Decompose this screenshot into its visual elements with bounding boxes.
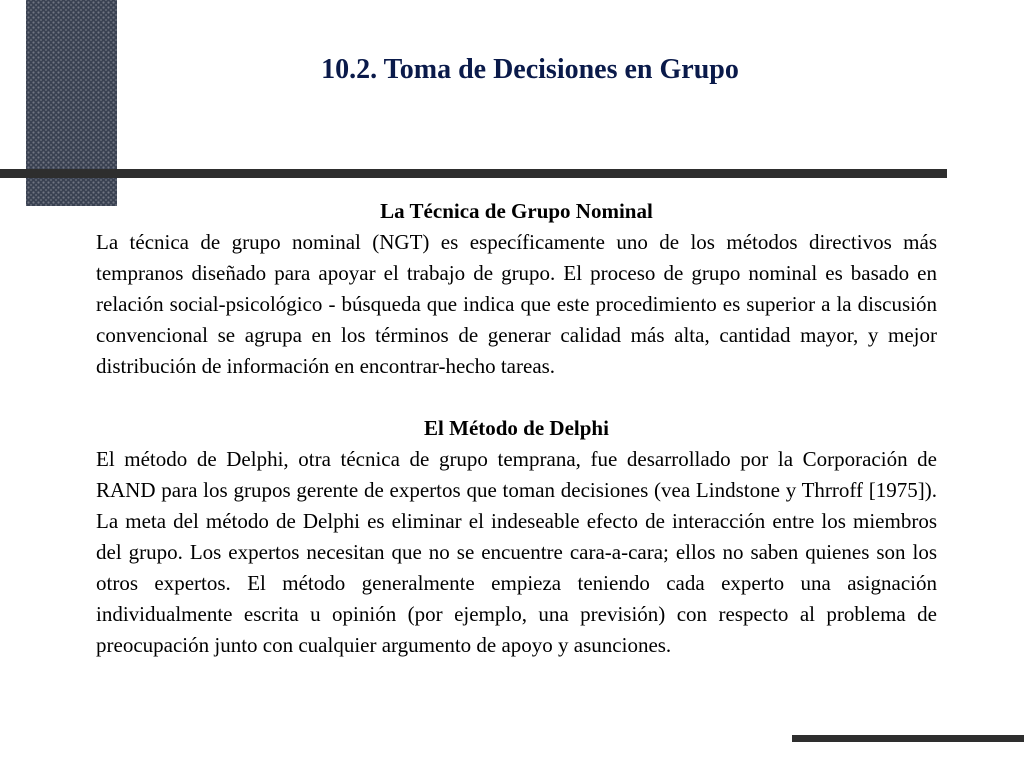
section-delphi-method xyxy=(96,413,937,661)
section-nominal-group xyxy=(96,196,937,382)
section-heading: El Método de Delphi xyxy=(424,416,609,440)
bottom-divider xyxy=(792,735,1024,742)
slide-title: 10.2. Toma de Decisiones en Grupo xyxy=(321,54,739,85)
section-body: La técnica de grupo nominal (NGT) es específicamente uno de los métodos directivos más tempranos diseñado para apoyar el trabajo de grupo. El proceso de grupo nominal es basado en relación social-psicológico - búsqueda que indica que este procedimiento es superior a la discusión convencional se agrupa en los términos de generar calidad más alta, cantidad mayor, y mejor distribución de información en encontrar-hecho tareas. xyxy=(96,230,937,378)
section-heading: La Técnica de Grupo Nominal xyxy=(380,199,653,223)
slide-content xyxy=(96,196,937,661)
section-body: El método de Delphi, otra técnica de grupo temprana, fue desarrollado por la Corporación de RAND para los grupos gerente de expertos que toman decisiones (vea Lindstone y Thrroff [1975]). La meta del método de Delphi es eliminar el indeseable efecto de interacción entre los miembros del grupo. Los expertos necesitan que no se encuentre cara-a-cara; ellos no saben quienes son los otros expertos. El método generalmente empieza teniendo cada experto una asignación individualmente escrita u opinión (por ejemplo, una previsión) con respecto al problema de preocupación junto con cualquier argumento de apoyo y asunciones. xyxy=(96,447,937,657)
top-divider xyxy=(0,169,947,178)
